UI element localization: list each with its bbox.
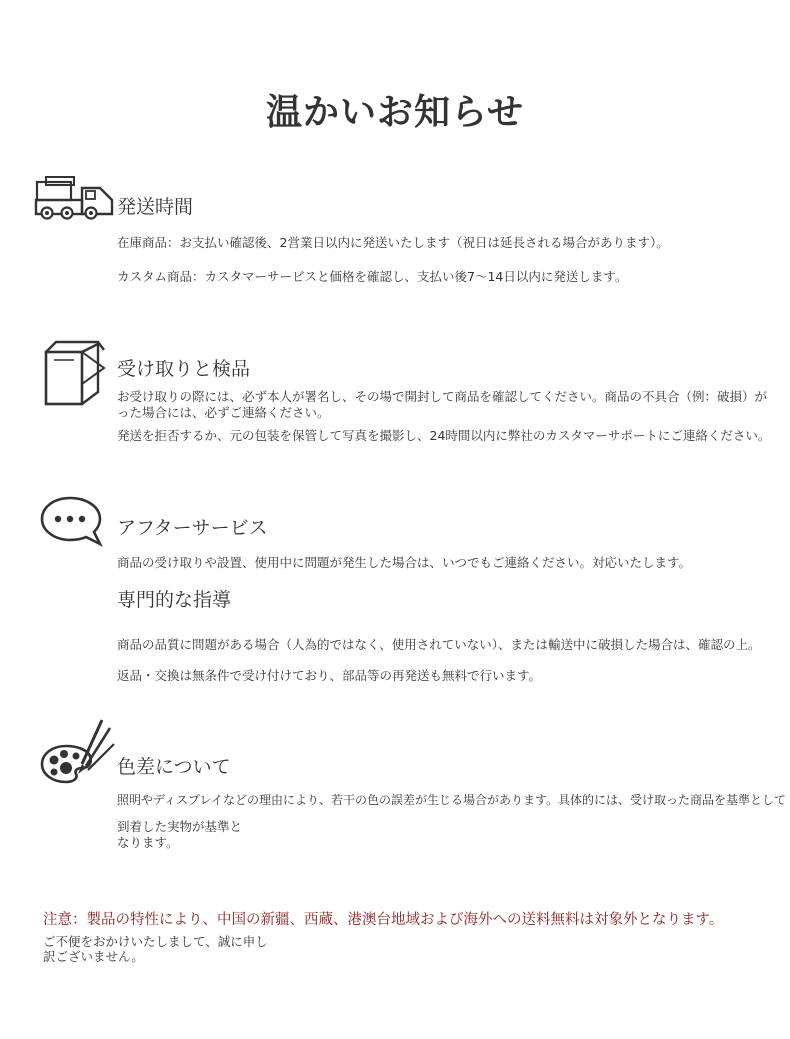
paragraph-line: 発送を拒否するか、元の包装を保管して写真を撮影し、24時間以内に弊社のカスタマーサポートにご連絡ください。	[117, 428, 771, 443]
section-heading-receipt: 受け取りと検品	[117, 358, 251, 380]
paragraph-line: 到着した実物が基準と	[117, 819, 243, 834]
section-heading-guidance: 専門的な指導	[117, 589, 232, 611]
section-heading-after-service: アフターサービス	[117, 517, 268, 539]
paragraph-line: なります。	[117, 835, 179, 850]
paragraph-line: 在庫商品：お支払い確認後、2営業日以内に発送いたします（祝日は延長される場合があります）。	[117, 235, 669, 250]
paint-palette-icon	[40, 716, 116, 790]
shipping-exclusion-notice: 注意：製品の特性により、中国の新疆、西蔵、港澳台地域および海外への送料無料は対象外となります。	[43, 912, 724, 928]
page-title: 温かいお知らせ	[266, 92, 524, 133]
paragraph-line: った場合には、必ずご連絡ください。	[117, 405, 330, 420]
paragraph-line: 返品・交換は無条件で受け付けており、部品等の再発送も無料で行います。	[117, 668, 542, 683]
paragraph-line: お受け取りの際には、必ず本人が署名し、その場で開封して商品を確認してください。商品の不具合（例：破損）が	[117, 389, 768, 404]
apology-line: 訳ございません。	[43, 949, 144, 964]
speech-bubble-icon	[40, 494, 104, 548]
package-box-icon	[40, 340, 108, 412]
paragraph-line: 照明やディスプレイなどの理由により、若干の色の誤差が生じる場合があります。具体的には、受け取った商品を基準として	[117, 793, 787, 807]
apology-line: ご不便をおかけいたしまして、誠に申し	[43, 934, 268, 949]
section-heading-shipping: 発送時間	[117, 196, 194, 218]
paragraph-line: 商品の品質に問題がある場合（人為的ではなく、使用されていない）、または輸送中に破損した場合は、確認の上。	[117, 637, 761, 652]
delivery-truck-icon	[34, 176, 118, 222]
paragraph-line: 商品の受け取りや設置、使用中に問題が発生した場合は、いつでもご連絡ください。対応いたします。	[117, 555, 692, 570]
section-heading-color-difference: 色差について	[117, 756, 231, 778]
paragraph-line: カスタム商品：カスタマーサービスと価格を確認し、支払い後7〜14日以内に発送します。	[117, 269, 628, 284]
